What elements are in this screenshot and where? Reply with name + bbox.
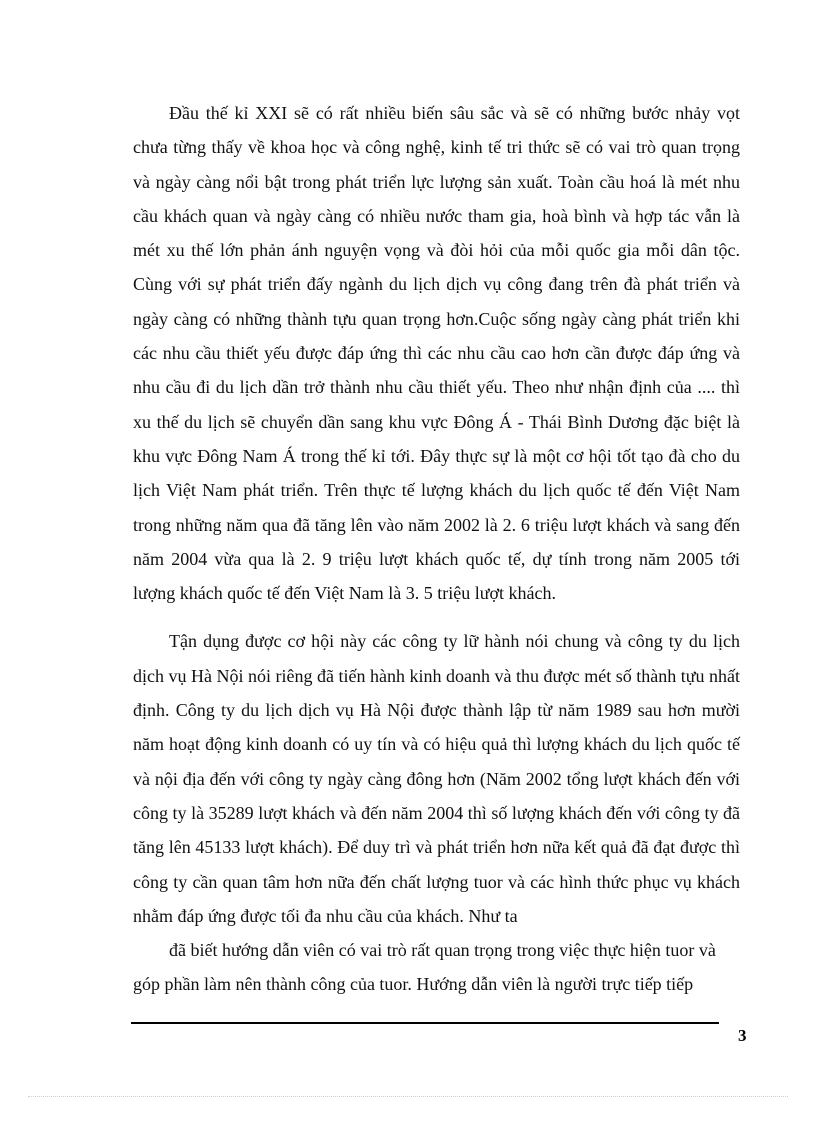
- paragraph-3: đã biết hướng dẫn viên có vai trò rất quan trọng trong việc thực hiện tuor và: [169, 940, 716, 961]
- page-bottom-edge: [28, 1096, 788, 1097]
- paragraph-4: góp phần làm nên thành công của tuor. Hướng dẫn viên là người trực tiếp tiếp: [133, 974, 694, 995]
- paragraph-2: Tận dụng được cơ hội này các công ty lữ hành nói chung và công ty du lịch dịch vụ Hà Nội nói riêng đã tiến hành kinh doanh và thu được mét số thành tựu nhất định. Công ty du lịch dịch vụ Hà Nội được thành lập từ năm 1989 sau hơn mười năm hoạt động kinh doanh có uy tín và có hiệu quả thì lượng khách du lịch quốc tế và nội địa đến với công ty ngày càng đông hơn (Năm 2002 tổng lượt khách đến với công ty là 35289 lượt khách và đến năm 2004 thì số lượng khách đến với công ty đã tăng lên 45133 lượt khách). Để duy trì và phát triển hơn nữa kết quả đã đạt được thì công ty cần quan tâm hơn nữa đến chất lượng tuor và các hình thức phục vụ khách nhằm đáp ứng được tối đa nhu cầu của khách. Như ta: [133, 631, 740, 926]
- paragraph-1: Đầu thế kỉ XXI sẽ có rất nhiều biến sâu sắc và sẽ có những bước nhảy vọt chưa từng thấy về khoa học và công nghệ, kinh tế tri thức sẽ có vai trò quan trọng và ngày càng nổi bật trong phát triển lực lượng sản xuất. Toàn cầu hoá là mét nhu cầu khách quan và ngày càng có nhiều nước tham gia, hoà bình và hợp tác vẫn là mét xu thế lớn phản ánh nguyện vọng và đòi hỏi của mỗi quốc gia mỗi dân tộc. Cùng với sự phát triển đấy ngành du lịch dịch vụ công đang trên đà phát triển và ngày càng có những thành tựu quan trọng hơn.Cuộc sống ngày càng phát triển khi các nhu cầu thiết yếu được đáp ứng thì các nhu cầu cao hơn cần được đáp ứng và nhu cầu đi du lịch dần trở thành nhu cầu thiết yếu. Theo như nhận định của .... thì xu thế du lịch sẽ chuyển dần sang khu vực Đông Á - Thái Bình Dương đặc biệt là khu vực Đông Nam Á trong thế kỉ tới. Đây thực sự là một cơ hội tốt tạo đà cho du lịch Việt Nam phát triển. Trên thực tế lượng khách du lịch quốc tế đến Việt Nam trong những năm qua đã tăng lên vào năm 2002 là 2. 6 triệu lượt khách và sang đến năm 2004 vừa qua là 2. 9 triệu lượt khách quốc tế, dự tính trong năm 2005 tới lượng khách quốc tế đến Việt Nam là 3. 5 triệu lượt khách.: [133, 103, 740, 604]
- footer-rule: [131, 1022, 719, 1024]
- page-number: 3: [738, 1026, 747, 1045]
- body-text: [133, 96, 740, 1002]
